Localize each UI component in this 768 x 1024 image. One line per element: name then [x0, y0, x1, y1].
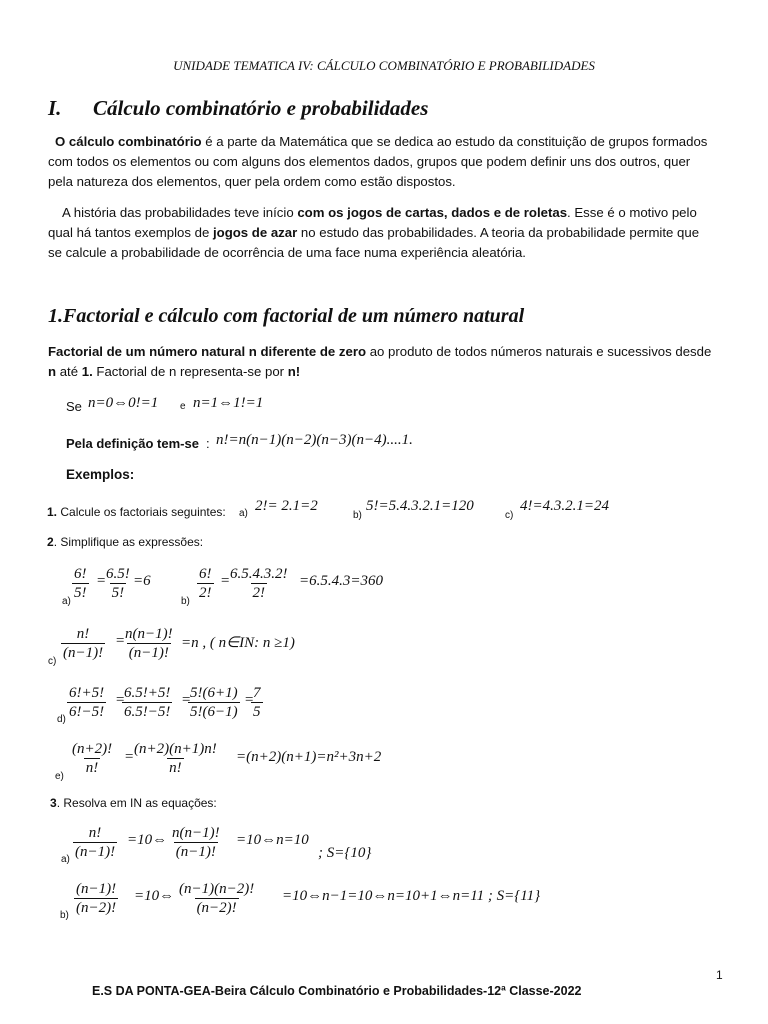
intro-text: é a parte da Matemática que se dedica ao estudo da constituição de grupos formados com todos os elementos ou com alguns dos elementos dados, grupos que podem definir uns dos outros, quer pela natureza dos elementos, quer pela ordem como estão dispostos.: [48, 134, 708, 189]
definition-text-c: Factorial de n representa-se por: [92, 364, 288, 379]
ex2-d-frac-3: $\frac{5!(6+1)}{5!(6-1)}$: [190, 685, 238, 720]
intro2-text-c: . Esse é o motivo pelo qual há tantos exemplos de: [48, 205, 697, 240]
intro2-bold-a: com os jogos de cartas, dados e de roletas: [297, 205, 568, 220]
ex2-d-eq-1: =: [115, 692, 126, 708]
ex2-d-frac-2: $\frac{6.5!+5!}{6.5!-5!}$: [124, 685, 171, 720]
ex2-b-result: =6.5.4.3=360: [299, 573, 383, 589]
ex2-c-frac-2: $\frac{n(n-1)!}{(n-1)!}$: [125, 626, 173, 661]
page-number: 1: [716, 968, 723, 982]
ex2-c-label: c): [48, 656, 57, 667]
ex3-b-result: =10⇔n−1=10⇔n=10+1⇔n=11 ; S={11}: [282, 888, 541, 904]
ex3-b-frac-1: $\frac{(n-1)!}{(n-2)!}$: [76, 881, 117, 916]
ex2-e-eq: =: [124, 749, 135, 765]
se-label: Se: [66, 399, 82, 414]
definition-one: 1.: [81, 364, 93, 379]
ex2-e-frac-1: $\frac{(n+2)!}{n!}$: [72, 741, 113, 776]
ex2-e-result: =(n+2)(n+1)=n²+3n+2: [236, 749, 382, 765]
ex2-a-result: =6: [133, 573, 151, 589]
definition-nfact: n!: [287, 364, 301, 379]
definition-n: n: [48, 364, 57, 379]
ex1-b-label: b): [353, 510, 362, 521]
exercise-2-text: . Simplifique as expressões:: [53, 535, 204, 549]
ex1-a-label: a): [239, 508, 248, 519]
ex3-a-frac-1: $\frac{n!}{(n-1)!}$: [75, 825, 116, 860]
intro-bold-term: O cálculo combinatório: [55, 134, 202, 149]
ex3-b-mid: =10⇔: [134, 888, 175, 904]
ex2-a-eq: =: [96, 573, 107, 589]
ex2-b-eq: =: [220, 573, 231, 589]
intro2-bold-b: jogos de azar: [212, 225, 298, 240]
ex3-a-solution: ; S={10}: [318, 845, 372, 861]
ex2-b-frac-2: $\frac{6.5.4.3.2!}{2!}$: [230, 566, 288, 601]
footer-text: E.S DA PONTA-GEA-Beira Cálculo Combinatório e Probabilidades-12ª Classe-2022: [92, 984, 582, 998]
document-header: UNIDADE TEMATICA IV: CÁLCULO COMBINATÓRIO E PROBABILIDADES: [173, 58, 595, 73]
exercise-1-number: 1.: [47, 505, 58, 519]
ex3-a-label: a): [61, 854, 70, 865]
exercise-3-text: . Resolva em IN as equações:: [56, 796, 217, 810]
ex3-a-result: =10⇔n=10: [236, 832, 309, 848]
intro2-text-e: no estudo das probabilidades. A teoria da probabilidade permite que se calcule a probabilidade de ocorrência de uma face numa experiência aleatória.: [48, 225, 700, 260]
exercise-1: [47, 505, 226, 519]
definition-paragraph: [48, 342, 716, 382]
ex2-b-label: b): [181, 596, 190, 607]
ex1-a-expr: 2!= 2.1=2: [255, 498, 318, 514]
ex2-d-frac-4: $\frac{7}{5}$: [253, 685, 261, 720]
ex3-a-mid: =10⇔: [127, 832, 168, 848]
ex1-c-expr: 4!=4.3.2.1=24: [520, 498, 609, 514]
ex2-a-label: a): [62, 596, 71, 607]
intro-paragraph-1: [48, 132, 716, 192]
ex2-c-frac-1: $\frac{n!}{(n-1)!}$: [63, 626, 104, 661]
definition-bold: Factorial de um número natural n diferente de zero: [48, 344, 367, 359]
pela-label: Pela definição tem-se: [66, 436, 199, 451]
exercise-2: [47, 535, 203, 549]
intro2-text-a: A história das probabilidades teve início: [62, 205, 298, 220]
ex2-e-frac-2: $\frac{(n+2)(n+1)n!}{n!}$: [134, 741, 217, 776]
e-label: e: [180, 401, 186, 412]
ex1-b-expr: 5!=5.4.3.2.1=120: [366, 498, 474, 514]
ex2-d-eq-3: =: [244, 692, 255, 708]
se-equation-1: n=0⇔0!=1: [88, 395, 159, 411]
definition-text-a: ao produto de todos números naturais e sucessivos desde: [366, 344, 712, 359]
ex1-c-label: c): [505, 510, 514, 521]
ex2-d-label: d): [57, 714, 66, 725]
subsection-title: 1.Factorial e cálculo com factorial de um número natural: [48, 305, 525, 327]
ex3-a-frac-2: $\frac{n(n-1)!}{(n-1)!}$: [172, 825, 220, 860]
section-title: Cálculo combinatório e probabilidades: [93, 96, 429, 120]
ex2-d-frac-1: $\frac{6!+5!}{6!-5!}$: [69, 685, 105, 720]
intro-paragraph-2: [48, 203, 716, 263]
ex2-e-label: e): [55, 771, 64, 782]
se-equation-2: n=1⇔1!=1: [193, 395, 264, 411]
ex2-b-frac-1: $\frac{6!}{2!}$: [199, 566, 212, 601]
definition-text-b: até: [56, 364, 82, 379]
exercise-3: [50, 796, 217, 810]
factorial-formula: n!=n(n−1)(n−2)(n−3)(n−4)....1.: [216, 432, 413, 448]
ex2-c-eq: =: [115, 633, 126, 649]
exercise-2-number: 2: [47, 535, 54, 549]
ex3-b-label: b): [60, 910, 69, 921]
ex2-d-eq-2: =: [181, 692, 192, 708]
exercise-1-text: Calcule os factoriais seguintes:: [57, 505, 226, 519]
ex2-a-frac-1: $\frac{6!}{5!}$: [74, 566, 87, 601]
pela-colon: :: [206, 436, 210, 451]
exercise-3-number: 3: [50, 796, 57, 810]
examples-label: Exemplos:: [66, 467, 135, 482]
section-number: I.: [48, 96, 62, 120]
ex2-c-result: =n , ( n∈IN: n ≥1): [181, 635, 295, 651]
ex2-a-frac-2: $\frac{6.5!}{5!}$: [106, 566, 130, 601]
ex3-b-frac-2: $\frac{(n-1)(n-2)!}{(n-2)!}$: [179, 881, 255, 916]
